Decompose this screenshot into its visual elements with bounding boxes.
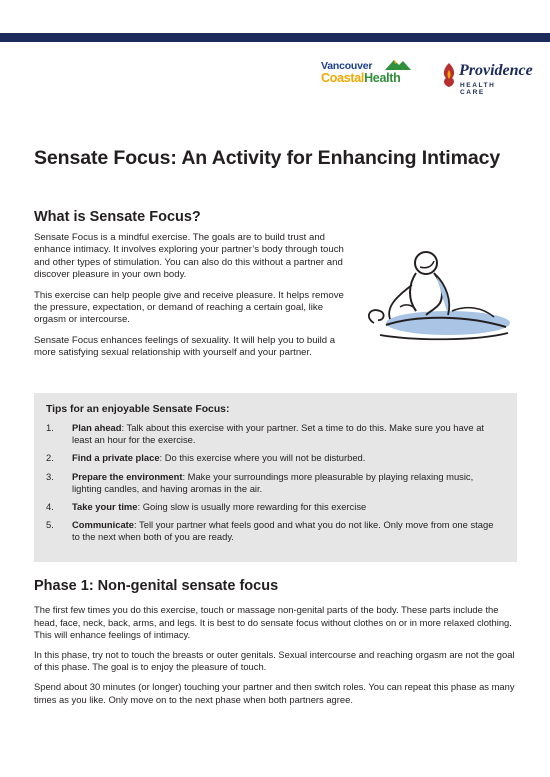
intro-text [34, 232, 352, 368]
vch-logo-line1: Vancouver [321, 60, 373, 72]
providence-name: Providence [459, 62, 533, 79]
providence-health-care-logo [440, 62, 533, 96]
vancouver-coastal-health-logo [321, 60, 417, 96]
section-heading-what: What is Sensate Focus? [34, 209, 201, 225]
flame-logo-icon [440, 62, 458, 88]
section-heading-phase1: Phase 1: Non-genital sensate focus [34, 578, 279, 594]
tip-item: 3. Prepare the environment: Make your surroundings more pleasurable by playing relaxing music, lighting candles, and having aromas in the air. [46, 470, 474, 494]
tip-item: 5. Communicate: Tell your partner what feels good and what you do not like. Only move from one stage to the next when both of you are ready. [46, 519, 494, 543]
tips-box [34, 393, 517, 562]
header-bar [0, 33, 550, 42]
tip-item: 1. Plan ahead: Talk about this exercise with your partner. Set a time to do this. Make sure you have at least an hour for the exercise. [46, 422, 485, 446]
tips-title: Tips for an enjoyable Sensate Focus: [46, 404, 230, 415]
massage-illustration [356, 245, 516, 345]
intro-paragraph: Sensate Focus is a mindful exercise. The goals are to build trust and enhance intimacy. It involves exploring your partner’s body through touch and other types of stimulation. You can also do this without a partner and discover pleasure in your own body. [34, 232, 344, 281]
phase1-paragraph: Spend about 30 minutes (or longer) touching your partner and then switch roles. You can repeat this phase as many times as you like. Only move on to the next phase when both partners agree. [34, 680, 515, 705]
intro-paragraph: Sensate Focus enhances feelings of sexuality. It will help you to build a more satisfying sexual relationship with yourself and your partner. [34, 334, 336, 359]
vch-logo-line2: CoastalHealth [321, 71, 401, 85]
tip-item: 4. Take your time: Going slow is usually more rewarding for this exercise [46, 501, 367, 513]
tip-item: 2. Find a private place: Do this exercise where you will not be disturbed. [46, 452, 366, 464]
intro-paragraph: This exercise can help people give and receive pleasure. It helps remove the pressure, expectation, or demand of reaching a certain goal, like orgasm or intercourse. [34, 289, 344, 326]
tips-list [34, 422, 504, 550]
mountain-logo-icon [383, 57, 413, 71]
phase1-paragraph: In this phase, try not to touch the breasts or outer genitals. Sexual intercourse and reaching orgasm are not the goal of this phase. The goal is to enjoy the pleasure of touch. [34, 648, 515, 673]
phase1-text [34, 604, 518, 713]
providence-subtitle: HEALTH CARE [460, 82, 496, 96]
phase1-paragraph: The first few times you do this exercise, touch or massage non-genital parts of the body. These parts include the head, face, neck, back, arms, and legs. It is best to do sensate focus without clothes on or in more relaxed clothing. This will enhance feelings of intimacy. [34, 604, 512, 641]
page-title: Sensate Focus: An Activity for Enhancing Intimacy [34, 147, 501, 169]
